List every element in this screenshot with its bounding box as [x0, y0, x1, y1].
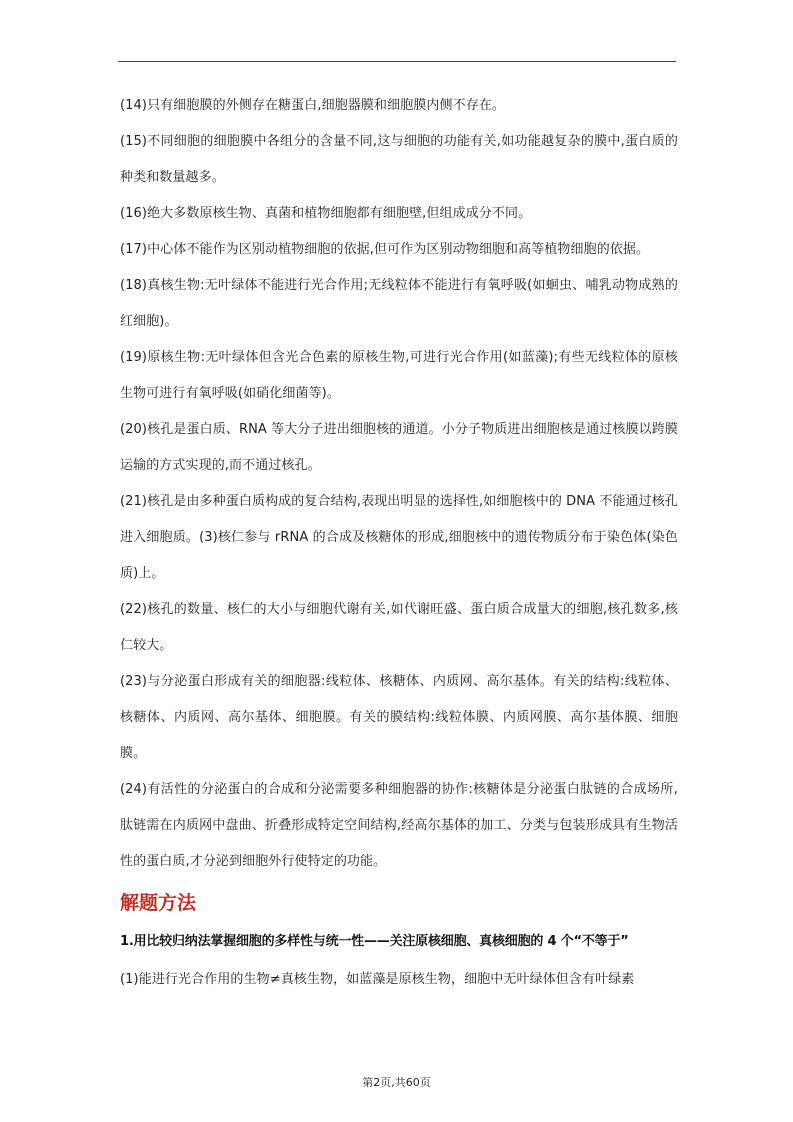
document-body — [120, 88, 678, 998]
paragraph-22: (22)核孔的数量、核仁的大小与细胞代谢有关,如代谢旺盛、蛋白质合成量大的细胞,核孔数多,核仁较大。 — [120, 602, 678, 653]
header-rule — [118, 61, 676, 62]
paragraph-19: (19)原核生物:无叶绿体但含光合色素的原核生物,可进行光合作用(如蓝藻);有些无线粒体的原核生物可进行有氧呼吸(如硝化细菌等)。 — [120, 350, 678, 401]
paragraph-24: (24)有活性的分泌蛋白的合成和分泌需要多种细胞器的协作:核糖体是分泌蛋白肽链的合成场所,肽链需在内质网中盘曲、折叠形成特定空间结构,经高尔基体的加工、分类与包装形成具有生物活性的蛋白质,才分泌到细胞外行使特定的功能。 — [120, 782, 678, 869]
section-title: 解题方法 — [120, 892, 197, 914]
paragraph-16: (16)绝大多数原核生物、真菌和植物细胞都有细胞壁,但组成成分不同。 — [120, 206, 532, 221]
paragraph-18: (18)真核生物:无叶绿体不能进行光合作用;无线粒体不能进行有氧呼吸(如蛔虫、哺乳动物成熟的红细胞)。 — [120, 278, 678, 329]
paragraph-20: (20)核孔是蛋白质、RNA 等大分子进出细胞核的通道。小分子物质进出细胞核是通过核膜以跨膜运输的方式实现的,而不通过核孔。 — [120, 422, 678, 473]
paragraph-method-1: (1)能进行光合作用的生物≠真核生物，如蓝藻是原核生物，细胞中无叶绿体但含有叶绿素 — [120, 972, 635, 987]
paragraph-17: (17)中心体不能作为区别动植物细胞的依据,但可作为区别动物细胞和高等植物细胞的依据。 — [120, 242, 650, 257]
sub-title: 1.用比较归纳法掌握细胞的多样性与统一性——关注原核细胞、真核细胞的 4 个“不等于” — [120, 934, 629, 949]
paragraph-21: (21)核孔是由多种蛋白质构成的复合结构,表现出明显的选择性,如细胞核中的 DNA 不能通过核孔进入细胞质。(3)核仁参与 rRNA 的合成及核糖体的形成,细胞核中的遗传物质分布于染色体(染色质)上。 — [120, 494, 678, 581]
paragraph-14: (14)只有细胞膜的外侧存在糖蛋白,细胞器膜和细胞膜内侧不存在。 — [120, 98, 506, 113]
paragraph-23: (23)与分泌蛋白形成有关的细胞器:线粒体、核糖体、内质网、高尔基体。有关的结构:线粒体、核糖体、内质网、高尔基体、细胞膜。有关的膜结构:线粒体膜、内质网膜、高尔基体膜、细胞膜。 — [120, 674, 678, 761]
page-number: 第2页,共60页 — [362, 1076, 431, 1089]
paragraph-15: (15)不同细胞的细胞膜中各组分的含量不同,这与细胞的功能有关,如功能越复杂的膜中,蛋白质的种类和数量越多。 — [120, 134, 678, 185]
